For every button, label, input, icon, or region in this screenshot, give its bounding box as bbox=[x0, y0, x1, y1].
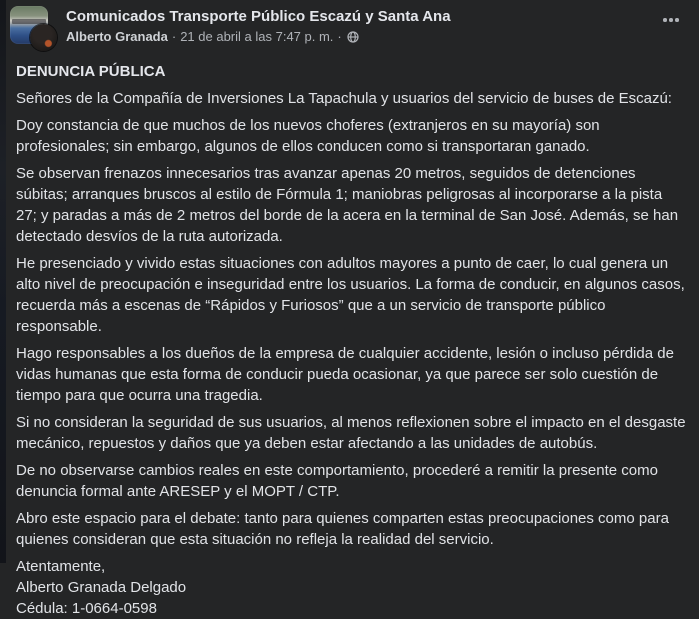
post-title: DENUNCIA PÚBLICA bbox=[16, 63, 166, 80]
post-paragraph: Doy constancia de que muchos de los nuevos choferes (extranjeros en su mayoría) son profesionales; sin embargo, algunos de ellos conducen como si transportaran ganado. bbox=[16, 117, 600, 155]
avatar-group[interactable] bbox=[10, 6, 54, 52]
post-paragraph: Hago responsables a los dueños de la empresa de cualquier accidente, lesión o incluso pérdida de vidas humanas que esta forma de conducir pueda ocasionar, ya que parece ser solo cuestión de tiempo para que ocurra una tragedia. bbox=[16, 345, 674, 404]
author-avatar-image[interactable] bbox=[30, 24, 57, 51]
timestamp-link[interactable]: 21 de abril a las 7:47 p. m. bbox=[180, 29, 334, 44]
privacy-globe-icon bbox=[347, 31, 359, 43]
separator-dot: · bbox=[337, 29, 342, 44]
post-paragraph: Señores de la Compañía de Inversiones La Tapachula y usuarios del servicio de buses de Escazú: bbox=[16, 90, 672, 107]
post-signature bbox=[16, 556, 687, 619]
group-name-link[interactable]: Comunicados Transporte Público Escazú y Santa Ana bbox=[66, 8, 451, 25]
header-text bbox=[66, 6, 451, 45]
signature-line: Cédula: 1-0664-0598 bbox=[16, 600, 157, 617]
author-name-link[interactable]: Alberto Granada bbox=[66, 29, 168, 44]
post-byline bbox=[66, 29, 451, 45]
post-content bbox=[6, 52, 699, 619]
post-body-text bbox=[16, 88, 687, 550]
post-paragraph: De no observarse cambios reales en este comportamiento, procederé a remitir la presente como denuncia formal ante ARESEP y el MOPT / CTP. bbox=[16, 462, 658, 500]
post-paragraph: Abro este espacio para el debate: tanto para quienes comparten estas preocupaciones como para quienes consideran que esta situación no refleja la realidad del servicio. bbox=[16, 510, 669, 548]
separator-dot: · bbox=[171, 29, 177, 44]
facebook-post-card bbox=[6, 0, 699, 617]
post-paragraph: Si no consideran la seguridad de sus usuarios, al menos reflexionen sobre el impacto en el desgaste mecánico, repuestos y daños que ya deben estar afectando a las unidades de autobús. bbox=[16, 414, 686, 452]
post-options-button[interactable] bbox=[657, 8, 685, 32]
post-paragraph: He presenciado y vivido estas situaciones con adultos mayores a punto de caer, lo cual genera un alto nivel de preocupación e inseguridad entre los usuarios. La forma de conducir, en algunos casos, recuerda más a escenas de “Rápidos y Furiosos” que a un servicio de transporte público responsable. bbox=[16, 255, 685, 335]
post-paragraph: Se observan frenazos innecesarios tras avanzar apenas 20 metros, seguidos de detenciones súbitas; arranques bruscos al estilo de Fórmula 1; maniobras peligrosas al incorporarse a la pista 27; y paradas a más de 2 metros del borde de la acera en la terminal de San José. Además, se han detectado desvíos de la ruta autorizada. bbox=[16, 165, 679, 245]
signature-line: Atentamente, bbox=[16, 558, 106, 575]
post-header bbox=[6, 0, 699, 52]
signature-line: Alberto Granada Delgado bbox=[16, 579, 187, 596]
